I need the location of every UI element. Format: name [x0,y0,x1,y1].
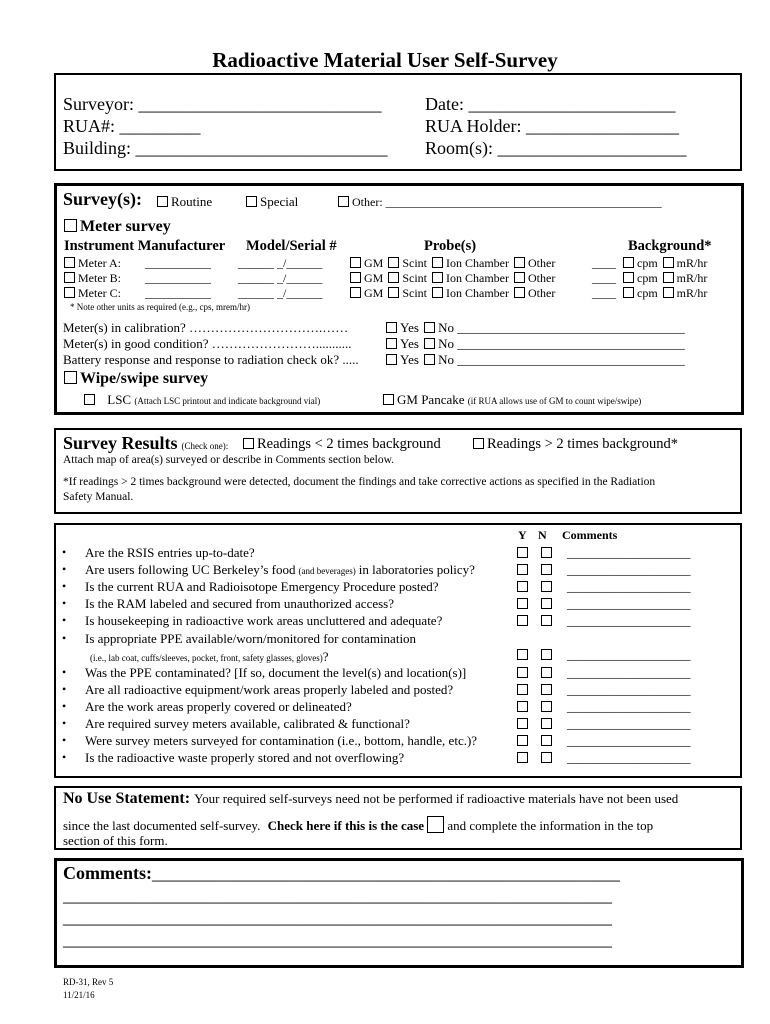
gm-pancake-checkbox[interactable] [383,394,394,405]
wipe-survey-checkbox[interactable] [64,371,77,384]
checklist-row [0,699,770,715]
checklist-row [0,545,770,561]
cpm-label: cpm [637,286,658,300]
col-comments: Comments [562,528,618,542]
bullet-icon: • [62,665,67,679]
background-row-c [592,286,707,301]
col-y: Y [518,528,527,542]
no-label[interactable]: No ___________________________________ [438,320,685,335]
checklist-question [85,699,352,715]
question-text: Are users following UC Berkeley’s food [85,562,296,577]
ppe-subnote-text: (i.e., lab coat, cuffs/sleeves, pocket, front, safety glasses, gloves) [90,653,323,663]
wipe-survey-option[interactable] [64,370,208,388]
other-label: Other: ______________________________________________ [352,195,662,209]
meter-a-mfr[interactable]: ___________ [145,256,211,270]
yes-checkbox[interactable] [517,615,528,626]
gm-checkbox[interactable] [350,257,361,268]
no-use-checkbox[interactable] [427,816,444,833]
comment-blank[interactable]: ___________________ [567,613,691,628]
comment-blank[interactable]: ___________________ [567,750,691,765]
question-text: Are the RSIS entries up-to-date? [85,545,255,560]
no-label[interactable]: No ___________________________________ [438,336,685,351]
checklist-question [85,579,439,595]
units-note: * Note other units as required (e.g., cps, mrem/hr) [70,302,250,312]
check-calibration-question: Meter(s) in calibration? ………………………….…… [63,320,349,335]
other-probe-label: Other [528,271,556,285]
readings-lt-option[interactable] [243,436,441,453]
gm-checkbox[interactable] [350,272,361,283]
meter-a-checkbox[interactable] [64,257,75,268]
yes-label: Yes [400,320,419,335]
question-text: Is the current RUA and Radioisotope Emergency Procedure posted? [85,579,439,594]
yes-checkbox[interactable] [386,354,397,365]
meter-survey-option[interactable] [64,218,171,236]
other-probe-label: Other [528,286,556,300]
comment-blank[interactable]: ___________________ [567,682,691,697]
routine-label: Routine [171,194,213,209]
cpm-label: cpm [637,271,658,285]
checklist-row [0,613,770,629]
scint-checkbox[interactable] [388,257,399,268]
yes-label: Yes [400,352,419,367]
lsc-label: LSC [107,392,132,407]
meter-a-label[interactable] [64,256,121,271]
yes-checkbox[interactable] [517,564,528,575]
bullet-icon: • [62,596,67,610]
readings-gt-option[interactable] [473,436,678,453]
no-checkbox[interactable] [424,354,435,365]
no-checkbox[interactable] [541,752,552,763]
bullet-icon: • [62,613,67,627]
background-value[interactable]: ____ [592,271,616,285]
mr-hr-checkbox[interactable] [663,287,674,298]
question-text: Is the radioactive waste properly stored and not overflowing? [85,750,405,765]
check-one-label: (Check one): [181,441,229,451]
no-checkbox[interactable] [541,718,552,729]
rooms-field[interactable]: Room(s): _____________________ [425,138,687,158]
yes-checkbox[interactable] [517,598,528,609]
bullet-icon: • [62,631,67,645]
no-use-line1 [63,790,678,808]
meter-c-mfr[interactable]: ___________ [145,286,211,300]
meter-b-label[interactable] [64,271,121,286]
ion-chamber-label: Ion Chamber [446,256,509,270]
yes-checkbox[interactable] [517,684,528,695]
yes-checkbox[interactable] [517,752,528,763]
comments-line[interactable]: _____________________________________________________________ [63,949,612,969]
gm-label: GM [364,271,384,285]
bullet-icon: • [62,682,67,696]
checklist-question [85,562,475,578]
routine-option[interactable] [157,194,212,210]
yes-checkbox[interactable] [386,338,397,349]
no-use-text: Your required self-surveys need not be performed if radioactive materials have not been used [194,791,679,806]
meter-survey-checkbox[interactable] [64,219,77,232]
background-row-a [592,256,707,271]
other-checkbox[interactable] [338,196,349,207]
footer-rev: RD-31, Rev 5 [63,977,114,987]
results-label: Survey Results [63,433,178,453]
col-instrument: Instrument Manufacturer [64,238,226,254]
yes-label: Yes [400,336,419,351]
no-use-text: since the last documented self-survey. [63,818,261,833]
background-value[interactable]: ____ [592,286,616,300]
scint-checkbox[interactable] [388,272,399,283]
comments-label [63,863,620,884]
no-checkbox[interactable] [424,338,435,349]
footer-date: 11/21/16 [63,990,95,1000]
building-field[interactable]: Building: ____________________________ [63,138,388,158]
yes-checkbox[interactable] [517,701,528,712]
other-probe-label: Other [528,256,556,270]
comment-blank[interactable]: ___________________ [567,733,691,748]
lsc-note: (Attach LSC printout and indicate background vial) [134,396,321,406]
readings-gt-label: Readings > 2 times background* [487,436,679,452]
probe-row-b [350,271,555,286]
ion-chamber-checkbox[interactable] [432,272,443,283]
col-probes: Probe(s) [424,238,477,254]
routine-checkbox[interactable] [157,196,168,207]
bullet-icon: • [62,545,67,559]
mr-hr-label: mR/hr [676,286,708,300]
readings-footnote-line2: Safety Manual. [63,491,134,503]
comment-blank[interactable]: ___________________ [567,579,691,594]
question-text: Are all radioactive equipment/work areas properly labeled and posted? [85,682,454,697]
cpm-checkbox[interactable] [623,287,634,298]
background-value[interactable]: ____ [592,256,616,270]
rua-holder-field[interactable]: RUA Holder: _________________ [425,116,679,136]
checklist-question [85,596,394,612]
no-use-line2 [63,816,653,834]
checklist-question [85,733,477,749]
meter-c-label[interactable] [64,286,121,301]
lsc-option[interactable] [84,392,320,408]
no-checkbox[interactable] [541,615,552,626]
question-text: Are required survey meters available, calibrated & functional? [85,716,410,731]
checklist-question [85,750,404,766]
rua-field[interactable]: RUA#: _________ [63,116,201,136]
no-checkbox[interactable] [424,322,435,333]
bullet-icon: • [62,750,67,764]
bullet-icon: • [62,733,67,747]
scint-checkbox[interactable] [388,287,399,298]
no-checkbox[interactable] [541,701,552,712]
checklist-row [0,733,770,749]
no-checkbox[interactable] [541,547,552,558]
meter-label: Meter A: [78,256,121,270]
results-heading [63,433,228,454]
checklist-row [0,682,770,698]
comment-blank[interactable]: ___________________ [567,716,691,731]
scint-label: Scint [402,256,428,270]
mr-hr-checkbox[interactable] [663,257,674,268]
meter-b-checkbox[interactable] [64,272,75,283]
gm-pancake-label: GM Pancake [397,392,465,407]
checklist-row [0,716,770,732]
checklist-question [85,682,453,698]
comment-blank[interactable]: ___________________ [567,562,691,577]
meter-c-checkbox[interactable] [64,287,75,298]
no-checkbox[interactable] [541,735,552,746]
other-probe-checkbox[interactable] [514,287,525,298]
special-option[interactable] [246,194,298,210]
no-use-check-prompt: Check here if this is the case [267,818,425,833]
yes-checkbox[interactable] [517,581,528,592]
page-title: Radioactive Material User Self-Survey [212,48,558,72]
readings-footnote-line1: *If readings > 2 times background were detected, document the findings and take corrective actions as specified in the Radiation [63,476,656,488]
comments-line[interactable]: _____________________________________________________________ [63,885,612,905]
yes-checkbox[interactable] [517,718,528,729]
background-row-b [592,271,707,286]
no-label[interactable]: No ___________________________________ [438,352,685,367]
gm-pancake-option[interactable] [383,392,641,408]
meter-b-model[interactable]: ______ _/______ [238,271,323,285]
meter-label: Meter C: [78,286,121,300]
ppe-subnote [90,648,329,666]
check-calibration-answer [386,320,685,336]
question-text: Is appropriate PPE available/worn/monitored for contamination [85,631,417,646]
checklist-question [85,665,466,681]
bullet-icon: • [62,562,67,576]
checklist-row [0,665,770,681]
cpm-checkbox[interactable] [623,272,634,283]
meter-survey-label: Meter survey [80,218,171,235]
ion-chamber-label: Ion Chamber [446,271,509,285]
comment-blank[interactable]: ___________________ [567,596,691,611]
question-text: Is housekeeping in radioactive work areas uncluttered and adequate? [85,613,443,628]
comment-blank[interactable]: ___________________ [567,699,691,714]
check-battery-question: Battery response and response to radiation check ok? ..... [63,352,359,367]
check-battery-answer [386,352,685,368]
no-use-line3: section of this form. [63,833,168,848]
yes-checkbox[interactable] [517,649,528,660]
lsc-checkbox[interactable] [84,394,95,405]
comments-label-text: Comments: [63,863,152,883]
no-checkbox[interactable] [541,684,552,695]
checklist-row [0,562,770,578]
comments-line[interactable]: ____________________________________________________ [151,863,620,883]
yes-checkbox[interactable] [386,322,397,333]
col-background: Background* [628,238,712,254]
probe-row-c [350,286,555,301]
surveys-label: Survey(s): [63,189,142,209]
mr-hr-label: mR/hr [676,271,708,285]
comments-line[interactable]: _____________________________________________________________ [63,907,612,927]
no-checkbox[interactable] [541,649,552,660]
no-checkbox[interactable] [541,667,552,678]
readings-lt-checkbox[interactable] [243,438,254,449]
meter-label: Meter B: [78,271,121,285]
wipe-survey-label: Wipe/swipe survey [80,370,209,387]
yes-checkbox[interactable] [517,547,528,558]
ppe-subnote-question-mark: ? [322,649,329,664]
question-text: in laboratories policy? [358,562,475,577]
comment-blank[interactable]: ___________________ [567,545,691,560]
yes-checkbox[interactable] [517,735,528,746]
scint-label: Scint [402,286,428,300]
question-text: Are the work areas properly covered or delineated? [85,699,352,714]
question-text: Were survey meters surveyed for contamination (i.e., bottom, handle, etc.)? [85,733,478,748]
check-condition-question: Meter(s) in good condition? ……………………........... [63,336,352,351]
other-option[interactable] [338,195,662,210]
other-probe-checkbox[interactable] [514,272,525,283]
meter-a-model[interactable]: ______ _/______ [238,256,323,270]
no-checkbox[interactable] [541,564,552,575]
no-checkbox[interactable] [541,598,552,609]
check-condition-answer [386,336,685,352]
bullet-icon: • [62,579,67,593]
no-use-text: and complete the information in the top [447,818,654,833]
attach-map-text: Attach map of area(s) surveyed or describe in Comments section below. [63,454,395,466]
no-use-label: No Use Statement: [63,790,191,807]
bullet-icon: • [62,716,67,730]
comment-blank[interactable]: ___________________ [567,665,691,680]
question-text: Is the RAM labeled and secured from unauthorized access? [85,596,394,611]
gm-pancake-note: (if RUA allows use of GM to count wipe/swipe) [467,396,642,406]
meter-c-model[interactable]: ______ _/______ [238,286,323,300]
question-text: Was the PPE contaminated? [If so, document the level(s) and location(s)] [85,665,467,680]
mr-hr-label: mR/hr [676,256,708,270]
checklist-row [0,750,770,766]
scint-label: Scint [402,271,428,285]
checklist-row [0,596,770,612]
special-checkbox[interactable] [246,196,257,207]
gm-label: GM [364,256,384,270]
readings-lt-label: Readings < 2 times background [257,436,441,452]
no-checkbox[interactable] [541,581,552,592]
meter-b-mfr[interactable]: ___________ [145,271,211,285]
surveyor-field[interactable]: Surveyor: ___________________________ [63,94,382,114]
yes-checkbox[interactable] [517,667,528,678]
checklist-question [85,545,255,561]
probe-row-a [350,256,555,271]
ion-chamber-checkbox[interactable] [432,287,443,298]
mr-hr-checkbox[interactable] [663,272,674,283]
readings-gt-checkbox[interactable] [473,438,484,449]
col-model: Model/Serial # [246,238,337,254]
comment-blank[interactable]: ___________________ [567,647,691,662]
special-label: Special [260,194,299,209]
question-small-text: (and beverages) [298,566,356,576]
checklist-question [85,631,416,647]
cpm-checkbox[interactable] [623,257,634,268]
checklist-row [0,579,770,595]
ion-chamber-label: Ion Chamber [446,286,509,300]
other-probe-checkbox[interactable] [514,257,525,268]
gm-label: GM [364,286,384,300]
col-n: N [538,528,547,542]
checklist-question [85,716,410,732]
gm-checkbox[interactable] [350,287,361,298]
comments-line[interactable]: _____________________________________________________________ [63,929,612,949]
cpm-label: cpm [637,256,658,270]
bullet-icon: • [62,699,67,713]
ion-chamber-checkbox[interactable] [432,257,443,268]
checklist-question [85,613,442,629]
date-field[interactable]: Date: _______________________ [425,94,676,114]
